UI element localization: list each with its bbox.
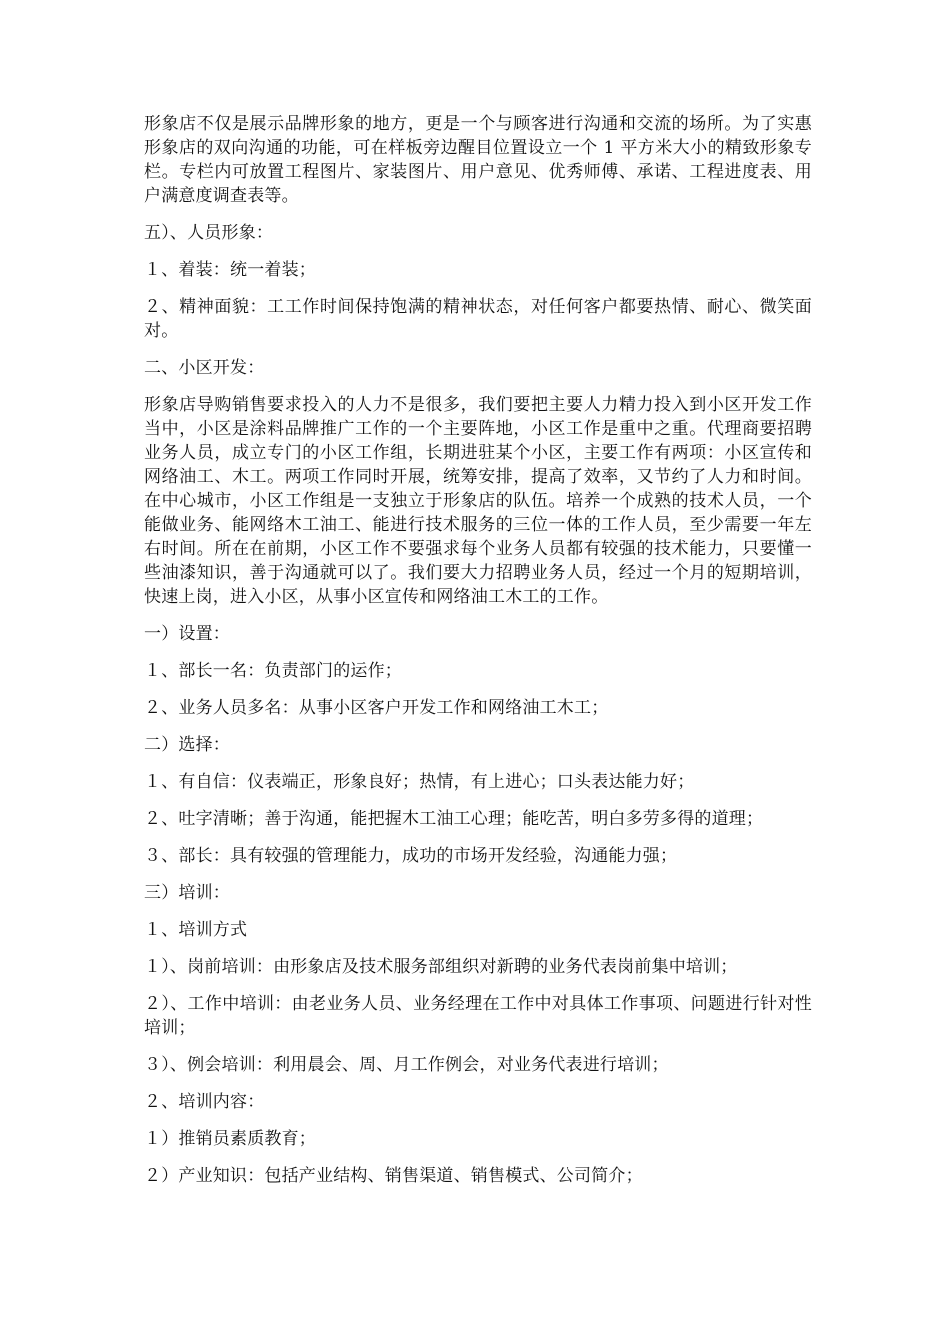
list-item-minister: １、部长一名：负责部门的运作；	[144, 661, 402, 681]
section-heading-personnel-image: 五）、人员形象：	[144, 223, 274, 243]
list-item-meeting-training: ３）、例会培训：利用晨会、周、月工作例会，对业务代表进行培训；	[144, 1055, 669, 1075]
list-item-salesperson-education: １）推销员素质教育；	[144, 1129, 316, 1149]
list-item-on-job-training: ２）、工作中培训：由老业务人员、业务经理在工作中对具体工作事项、问题进行针对性培训；	[144, 994, 812, 1038]
list-item-dress: １、着装：统一着装；	[144, 260, 316, 280]
subsection-heading-training: 三）培训：	[144, 883, 230, 903]
intro-paragraph: 形象店不仅是展示品牌形象的地方，更是一个与顾客进行沟通和交流的场所。为了实惠形象店的双向沟通的功能，可在样板旁边醒目位置设立一个 1 平方米大小的精致形象专栏。专栏内可放置工程图片、家装图片、用户意见、优秀师傅、承诺、工程进度表、用户满意度调查表等。	[144, 114, 812, 206]
subsection-heading-selection: 二）选择：	[144, 735, 230, 755]
list-item-training-method: １、培训方式	[144, 920, 248, 940]
list-item-training-content: ２、培训内容：	[144, 1092, 265, 1112]
list-item-spirit: ２、精神面貌：工工作时间保持饱满的精神状态，对任何客户都要热情、耐心、微笑面对。	[144, 297, 812, 341]
list-item-minister-skills: ３、部长：具有较强的管理能力，成功的市场开发经验，沟通能力强；	[144, 846, 678, 866]
list-item-staff: ２、业务人员多名：从事小区客户开发工作和网络油工木工；	[144, 698, 609, 718]
section-heading-community-development: 二、小区开发：	[144, 358, 265, 378]
list-item-industry-knowledge: ２）产业知识：包括产业结构、销售渠道、销售模式、公司简介；	[144, 1166, 643, 1186]
list-item-articulation: ２、吐字清晰；善于沟通，能把握木工油工心理；能吃苦，明白多劳多得的道理；	[144, 809, 764, 829]
subsection-heading-setup: 一）设置：	[144, 624, 230, 644]
list-item-pre-job-training: １）、岗前培训：由形象店及技术服务部组织对新聘的业务代表岗前集中培训；	[144, 957, 738, 977]
list-item-confidence: １、有自信：仪表端正，形象良好；热情，有上进心；口头表达能力好；	[144, 772, 695, 792]
community-development-paragraph: 形象店导购销售要求投入的人力不是很多，我们要把主要人力精力投入到小区开发工作当中，小区是涂料品牌推广工作的一个主要阵地，小区工作是重中之重。代理商要招聘业务人员，成立专门的小区工作组，长期进驻某个小区，主要工作有两项：小区宣传和网络油工、木工。两项工作同时开展，统筹安排，提高了效率，又节约了人力和时间。在中心城市，小区工作组是一支独立于形象店的队伍。培养一个成熟的技术人员，一个能做业务、能网络木工油工、能进行技术服务的三位一体的工作人员，至少需要一年左右时间。所在在前期，小区工作不要强求每个业务人员都有较强的技术能力，只要懂一些油漆知识，善于沟通就可以了。我们要大力招聘业务人员，经过一个月的短期培训，快速上岗，进入小区，从事小区宣传和网络油工木工的工作。	[144, 395, 812, 607]
document-body	[144, 112, 812, 1201]
